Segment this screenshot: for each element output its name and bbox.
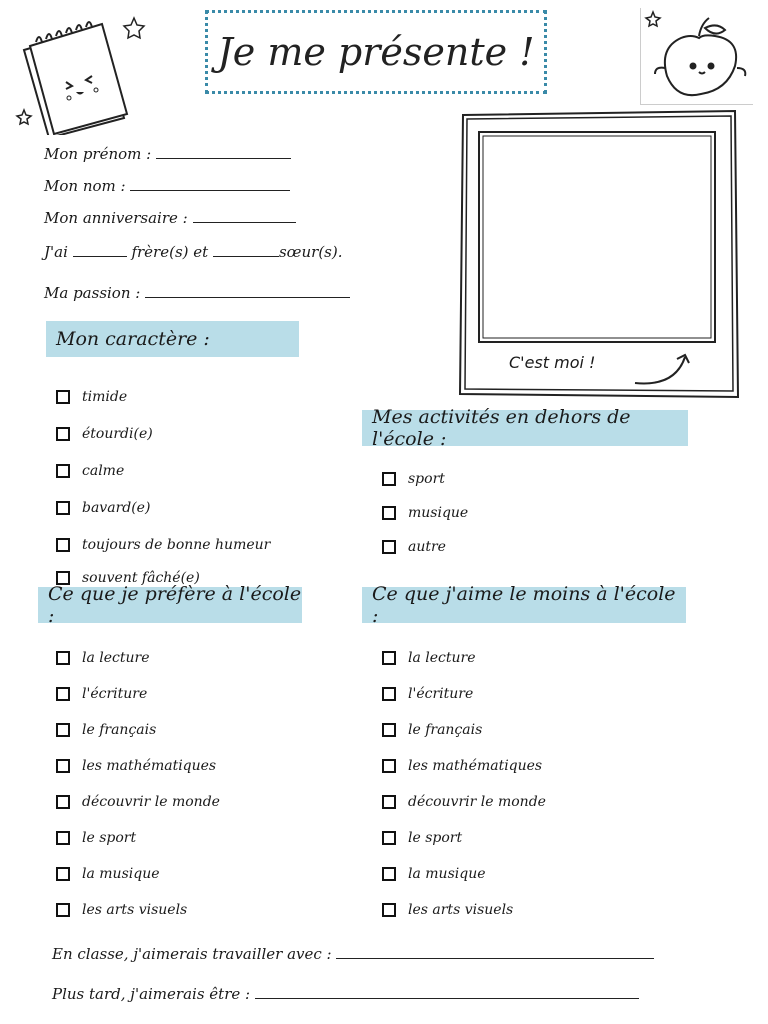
plus-tard-input-line[interactable] [255,984,639,999]
checkbox[interactable] [382,687,396,701]
checkbox[interactable] [56,501,70,515]
list-item[interactable]: la lecture [382,640,546,676]
checkbox[interactable] [56,723,70,737]
heading-prefere: Ce que je préfère à l'école : [38,587,302,623]
list-item[interactable]: les mathématiques [56,748,220,784]
checkbox[interactable] [56,390,70,404]
heading-caractere: Mon caractère : [46,321,299,357]
checkbox[interactable] [382,795,396,809]
checkbox[interactable] [56,427,70,441]
checkbox[interactable] [382,506,396,520]
list-item[interactable]: le sport [382,820,546,856]
list-item[interactable]: la musique [382,856,546,892]
list-item[interactable]: le français [56,712,220,748]
freres-input-line[interactable] [73,242,127,257]
list-item[interactable]: découvrir le monde [56,784,220,820]
notepad-icon [24,22,127,135]
checkbox[interactable] [382,472,396,486]
checkbox[interactable] [56,903,70,917]
notepad-illustration [14,10,164,135]
field-travailler: En classe, j'aimerais travailler avec : [52,944,654,963]
checkbox[interactable] [56,759,70,773]
checkbox[interactable] [382,867,396,881]
passion-input-line[interactable] [145,283,350,298]
list-item[interactable]: autre [382,530,468,564]
checkbox[interactable] [382,759,396,773]
list-item[interactable]: le français [382,712,546,748]
travailler-input-line[interactable] [336,944,654,959]
apple-icon [655,18,745,95]
field-nom: Mon nom : [44,176,290,195]
checkbox[interactable] [382,651,396,665]
list-item[interactable]: bavard(e) [56,489,270,526]
field-passion: Ma passion : [44,283,350,302]
checkbox[interactable] [56,831,70,845]
list-item[interactable]: le sport [56,820,220,856]
star-icon [646,12,660,26]
photo-caption: C'est moi ! [509,353,596,372]
soeurs-input-line[interactable] [213,242,279,257]
field-fratrie: J'ai frère(s) et sœur(s). [44,243,343,261]
star-icon [17,110,31,124]
list-item[interactable]: l'écriture [382,676,546,712]
list-aime-moins [382,640,546,928]
checkbox[interactable] [56,867,70,881]
page-title: Je me présente ! [217,30,535,74]
list-activites [382,462,468,564]
checkbox[interactable] [56,538,70,552]
list-item[interactable]: musique [382,496,468,530]
field-plus-tard: Plus tard, j'aimerais être : [52,984,639,1003]
list-item[interactable]: l'écriture [56,676,220,712]
list-prefere [56,640,220,928]
checkbox[interactable] [382,903,396,917]
list-item[interactable]: découvrir le monde [382,784,546,820]
list-item[interactable]: toujours de bonne humeur [56,526,270,563]
heading-activites: Mes activités en dehors de l'école : [362,410,688,446]
list-item[interactable]: les arts visuels [56,892,220,928]
heading-aime-moins: Ce que j'aime le moins à l'école : [362,587,686,623]
list-item[interactable]: les mathématiques [382,748,546,784]
title-box [205,10,547,94]
checkbox[interactable] [56,687,70,701]
checkbox[interactable] [382,723,396,737]
list-item[interactable]: sport [382,462,468,496]
nom-input-line[interactable] [130,176,290,191]
checkbox[interactable] [56,464,70,478]
list-item[interactable]: timide [56,378,270,415]
list-item[interactable]: souvent fâché(e) [56,563,270,593]
field-prenom: Mon prénom : [44,144,291,163]
list-item[interactable]: la lecture [56,640,220,676]
anniversaire-input-line[interactable] [193,208,296,223]
list-item[interactable]: calme [56,452,270,489]
list-caractere [56,378,270,593]
apple-illustration [640,8,753,105]
checkbox[interactable] [382,831,396,845]
checkbox[interactable] [382,540,396,554]
star-icon [124,18,144,38]
checkbox[interactable] [56,651,70,665]
list-item[interactable]: les arts visuels [382,892,546,928]
photo-frame [457,107,742,405]
list-item[interactable]: étourdi(e) [56,415,270,452]
list-item[interactable]: la musique [56,856,220,892]
checkbox[interactable] [56,795,70,809]
field-anniversaire: Mon anniversaire : [44,208,296,227]
prenom-input-line[interactable] [156,144,291,159]
